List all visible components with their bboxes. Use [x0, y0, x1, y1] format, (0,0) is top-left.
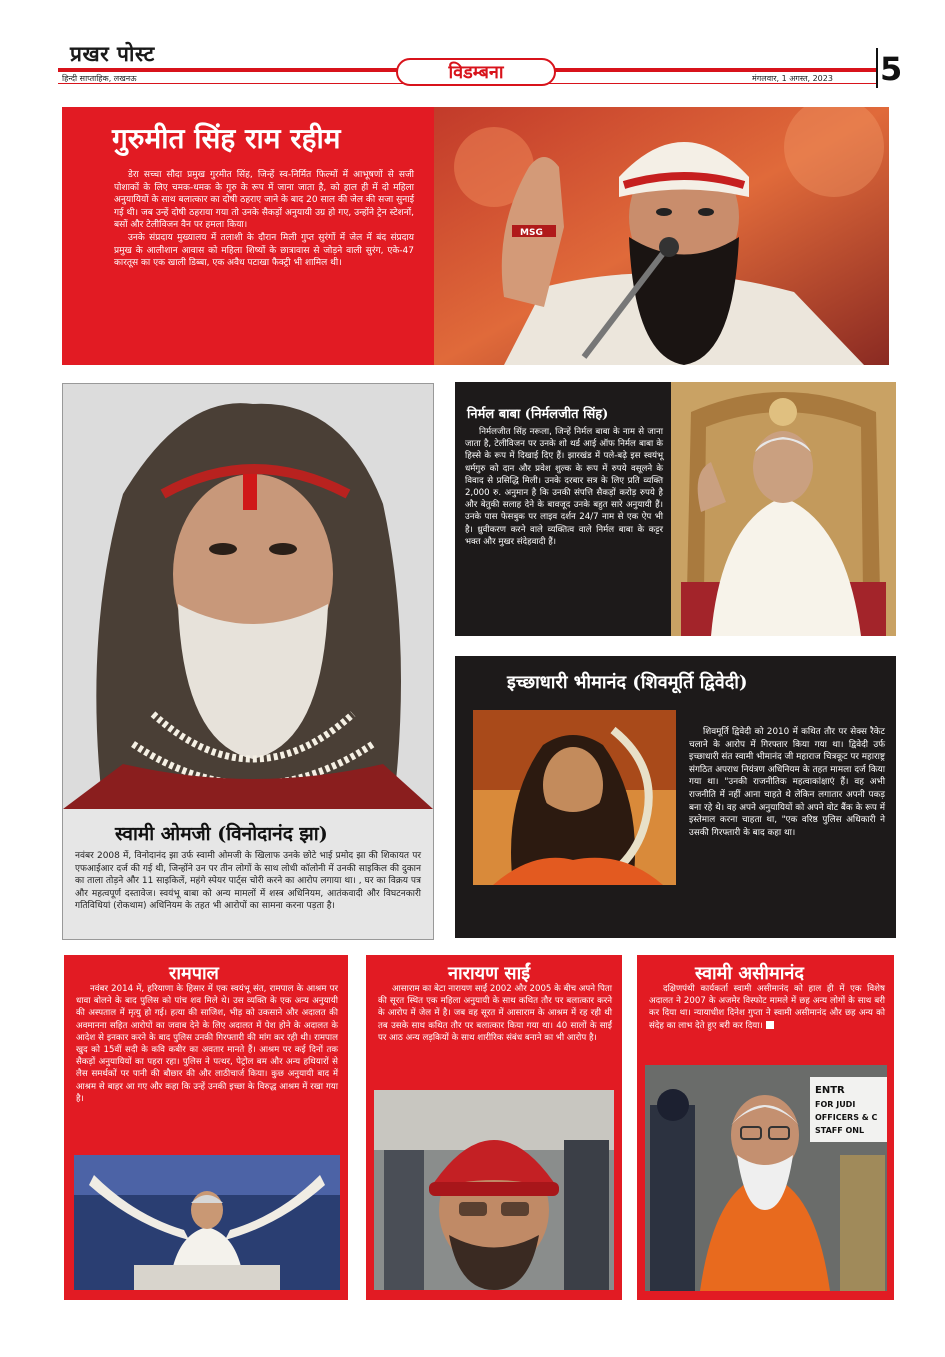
sign-text-2: FOR JUDI: [815, 1100, 856, 1109]
nirmal-para: निर्मलजीत सिंह नरूला, जिन्हें निर्मल बाबा के नाम से जाना जाता है, टेलीविजन पर उनके शो थर्ड आई ऑफ निर्मल बाबा के हिस्से के रूप में दिखाई दिए हैं। झारखंड में पले-बढ़े इस स्वयंभू धर्मगुरु को दान और प्रवेश शुल्क के रूप में रुपये वसूलने के विवाद से प्रसिद्धि मिली। उनके दरबार सत्र के लिए प्रति व्यक्ति 2,000 रु. अनुमान है कि उनकी संपत्ति सैकड़ों करोड़ रुपये है और बेतुकी सलाह देने के बावजूद उनके बहुत सारे अनुयायी हैं। उनके पास फेसबुक पर लाइव दर्शन 24/7 नाम से एक ऐप भी है। ध्रुवीकरण करने वाले व्यक्तित्व वाले निर्मल बाबा के कट्टर भक्त और मुखर संदेहवादी हैं।: [465, 427, 663, 547]
om-body: नवंबर 2008 में, विनोदानंद झा उर्फ स्वामी ओमजी के खिलाफ उनके छोटे भाई प्रमोद झा की शिकायत पर एफआईआर दर्ज की गई थी, जिन्होंने उन पर तीन लोगों के साथ लोधी कॉलोनी में उनकी साइकिल की दुकान का ताला तोड़ने और 11 साइकिलें, महंगे स्पेयर पार्ट्स चोरी करने का आरोप लगाया था। , घर का विक्रय पत्र और महत्वपूर्ण दस्तावेज। स्वयंभू बाबा को अन्य मामलों में शस्त्र अधिनियम, आतंकवादी और विघटनकारी गतिविधियां (रोकथाम) अधिनियम के तहत भी आरोपों का सामना करना पड़ता है।: [75, 851, 421, 912]
nirmal-body: [465, 426, 663, 548]
gurmeet-para-1: डेरा सच्चा सौदा प्रमुख गुरमीत सिंह, जिन्हें स्व-निर्मित फिल्मों में आभूषणों से सजी पोशाकों के लिए चमक-धमक के गुरु के रूप में जाना जाता है, को हाल ही में दो महिला अनुयायियों के साथ बलात्कार का दोषी ठहराए जाने के बाद 20 साल की जेल की सजा सुनाई गई थी। जब उन्हें दोषी ठहराया गया तो उनके सैकड़ों अनुयायी उग्र हो गए, उन्होंने ट्रेन स्टेशनों, बसों और टेलीविजन वैन पर हमला किया।: [114, 170, 414, 231]
aseemanand-title: स्वामी असीमानंद: [695, 963, 804, 984]
page-number: 5: [880, 50, 903, 88]
narayan-body: [378, 983, 612, 1044]
issue-date: मंगलवार, 1 अगस्त, 2023: [752, 74, 833, 83]
aseemanand-body: [649, 983, 885, 1032]
gurmeet-article: [62, 107, 436, 365]
gurmeet-para-2: उनके संप्रदाय मुख्यालय में तलाशी के दौरान मिली गुप्त सुरंगों में जेल में बंद संप्रदाय प्रमुख के आलीशान आवास को महिला शिष्यों के छात्रावास से जोड़ने वाली सुरंग, एके-47 कारतूस का एक खाली डिब्बा, एक अवैध पटाखा फैक्ट्री भी शामिल थी।: [114, 232, 414, 269]
gurmeet-title: गुरुमीत सिंह राम रहीम: [112, 122, 341, 155]
nirmal-photo: [671, 382, 896, 636]
masthead-subtitle: हिन्दी साप्ताहिक, लखनऊ: [62, 74, 137, 83]
page-number-divider: [876, 48, 878, 88]
wristband-text: MSG: [520, 228, 543, 238]
aseemanand-article: [637, 955, 894, 1300]
ichchha-para: शिवमूर्ति द्विवेदी को 2010 में कथित तौर पर सेक्स रैकेट चलाने के आरोप में गिरफ्तार किया गया था। द्विवेदी उर्फ इच्छाधारी संत स्वामी भीमानंद जी महाराज चित्रकूट पर महाराष्ट्र संगठित अपराध नियंत्रण अधिनियम के तहत मामला दर्ज किया गया था। "उनकी राजनीतिक महत्वाकांक्षाएं हैं। वह अभी राजनीति में नहीं आना चाहते थे लेकिन लगातार अपनी पकड़ बना रहे थे। वह अपने अनुयायियों को अपने वोट बैंक के रूप में इस्तेमाल करना चाहता था, "एक वरिष्ठ पुलिस अधिकारी ने उसकी गिरफ्तारी के बाद कहा था।: [689, 727, 885, 838]
rampal-article: [64, 955, 348, 1300]
rampal-para: नवंबर 2014 में, हरियाणा के हिसार में एक स्वयंभू संत, रामपाल के आश्रम पर धावा बोलने के बाद पुलिस को पांच शव मिले थे। उस व्यक्ति के एक अन्य अनुयायी की अस्पताल में मृत्यु हो गई। हत्या की साजिश, भीड़ को उकसाने और अदालत की अवमानना सहित आरोपों का जवाब देने के लिए अदालत में पेश होने के अदालत के आदेश से इनकार करने के बाद पुलिस उनकी गिरफ्तारी की मांग कर रही थी। रामपाल खुद को 15वीं सदी के कवि कबीर का अवतार मानते हैं। आश्रम पर कई दिनों तक सैकड़ों अनुयायियों का पहरा रहा। पुलिस ने पत्थर, पेट्रोल बम और अन्य हथियारों से लैस समर्थकों पर पानी की बौछार की और लाठीचार्ज किया। कुछ अनुयायी बाद में आश्रम से बाहर आ गए और कहा कि उन्हें उनकी इच्छा के विरुद्ध आश्रम में रखा गया है।: [76, 984, 338, 1104]
om-article: [62, 383, 434, 940]
gurmeet-photo: [434, 107, 889, 365]
aseemanand-para: [649, 983, 885, 1032]
ichchha-body: [689, 726, 885, 839]
rampal-body: [76, 983, 338, 1105]
ichchha-article: [455, 656, 896, 938]
narayan-title: नारायण साईं: [448, 963, 531, 984]
om-title: स्वामी ओमजी (विनोदानंद झा): [115, 823, 328, 845]
masthead-title: प्रखर पोस्ट: [70, 41, 155, 66]
section-label: विडम्बना: [396, 58, 556, 86]
om-photo: [63, 384, 433, 809]
rampal-title: रामपाल: [169, 963, 219, 984]
sign-text-3: OFFICERS & C: [815, 1113, 878, 1122]
aseemanand-photo: [645, 1065, 887, 1291]
aseemanand-text: दक्षिणपंथी कार्यकर्ता स्वामी असीमानंद को हाल ही में एक विशेष अदालत ने 2007 के अजमेर विस्फोट मामले में छह अन्य लोगों के साथ बरी कर दिया था। न्यायाधीश दिनेश गुप्ता ने स्वामी असीमानंद और छह अन्य को संदेह का लाभ देते हुए बरी कर दिया।: [649, 984, 885, 1031]
nirmal-title: निर्मल बाबा (निर्मलजीत सिंह): [467, 407, 609, 422]
end-mark-icon: [766, 1021, 774, 1029]
sign-text-4: STAFF ONL: [815, 1126, 865, 1135]
rampal-photo: [74, 1155, 340, 1290]
gurmeet-body: [114, 169, 414, 270]
nirmal-article: [455, 382, 671, 636]
narayan-photo: [374, 1090, 614, 1290]
ichchha-photo: [473, 710, 676, 885]
narayan-para: आसाराम का बेटा नारायण साईं 2002 और 2005 के बीच अपने पिता की सूरत स्थित एक महिला अनुयायी के साथ कथित तौर पर बलात्कार करने के आरोप में जेल में है। जब वह सूरत में आसाराम के आश्रम में रह रही थी तब उसके साथ कथित तौर पर बलात्कार किया गया था। 40 सालों के साईं पर आठ अन्य लड़कियों के साथ शारीरिक संबंध बनाने का भी आरोप है।: [378, 984, 612, 1043]
ichchha-title: इच्छाधारी भीमानंद (शिवमूर्ति द्विवेदी): [507, 672, 748, 693]
narayan-article: [366, 955, 622, 1300]
sign-text-1: ENTR: [815, 1085, 845, 1096]
